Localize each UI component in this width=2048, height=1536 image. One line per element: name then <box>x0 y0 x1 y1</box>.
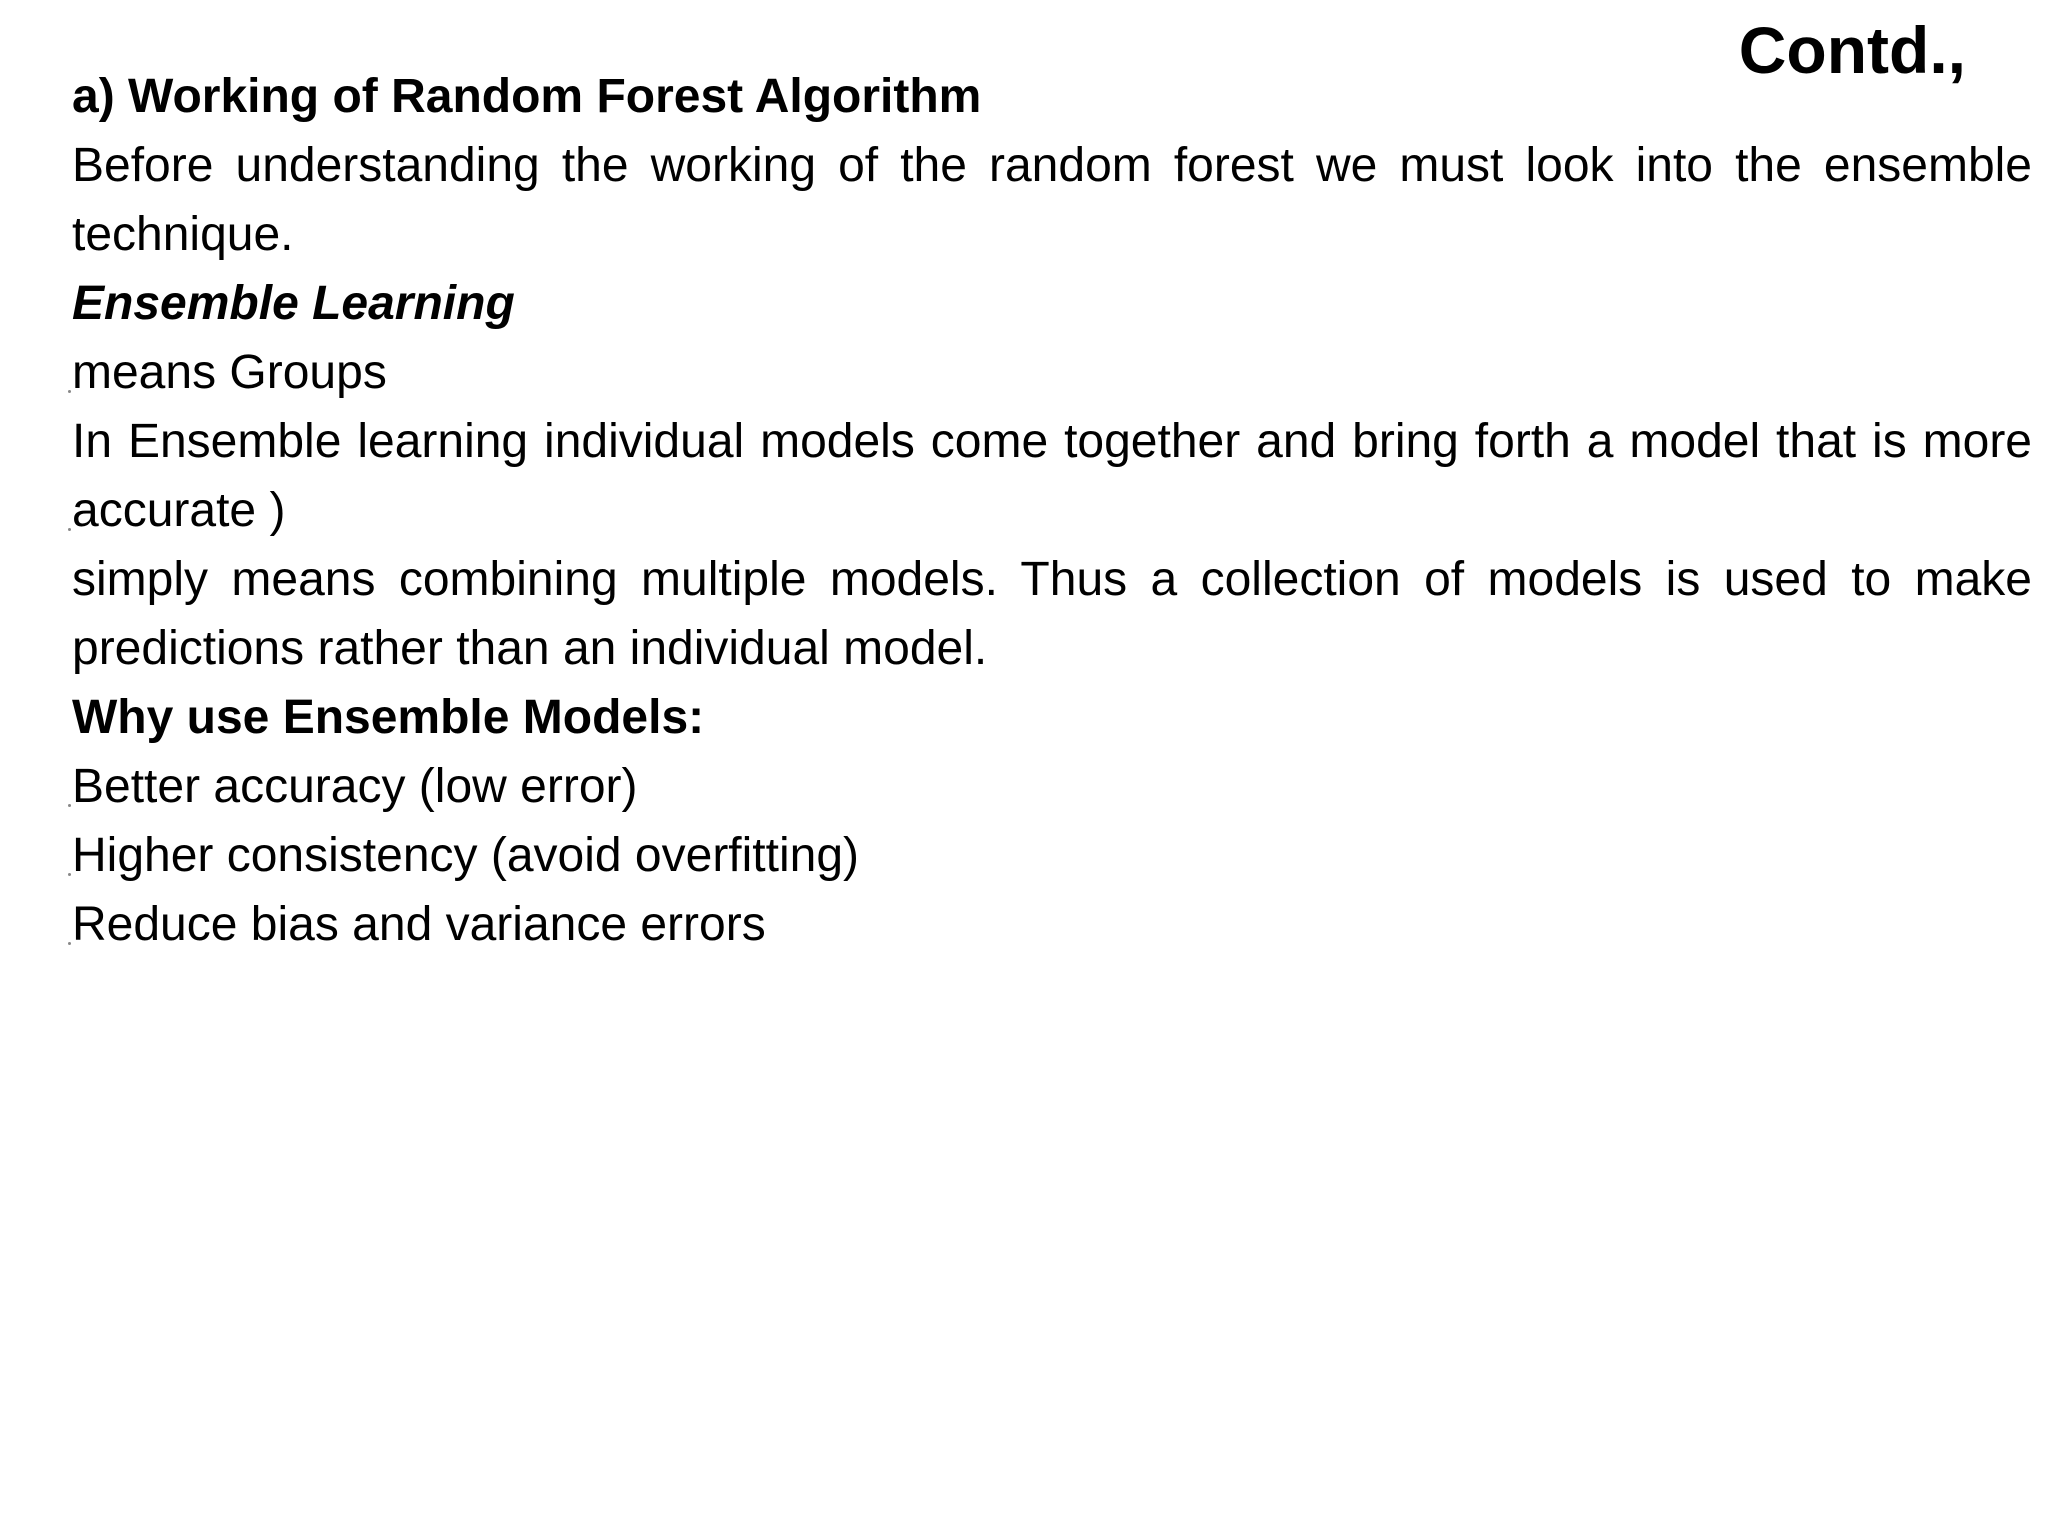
reason-text: Higher consistency (avoid overfitting) <box>72 829 860 882</box>
point-text: In Ensemble learning individual models come together and bring forth a model that is more accurate ) <box>72 415 2032 537</box>
bullet-dot-icon <box>68 804 71 807</box>
point-item <box>72 338 2032 407</box>
point-item <box>72 407 2032 545</box>
reason-item <box>72 752 2032 821</box>
reason-text: Reduce bias and variance errors <box>72 898 766 951</box>
bullet-dot-icon <box>68 528 71 531</box>
reason-text: Better accuracy (low error) <box>72 760 638 813</box>
bullet-dot-icon <box>68 942 71 945</box>
bullet-dot-icon <box>68 390 71 393</box>
bullet-dot-icon <box>68 873 71 876</box>
point-text: means Groups <box>72 346 387 399</box>
slide-title: Contd., <box>1738 13 1966 87</box>
slide-body <box>72 62 2032 959</box>
ensemble-learning-subheading: Ensemble Learning <box>72 277 515 330</box>
section-heading: a) Working of Random Forest Algorithm <box>72 70 982 123</box>
reason-item <box>72 821 2032 890</box>
description-paragraph: simply means combining multiple models. Thus a collection of models is used to make predictions rather than an individual model. <box>72 553 2032 675</box>
why-heading: Why use Ensemble Models: <box>72 691 705 744</box>
intro-paragraph: Before understanding the working of the random forest we must look into the ensemble technique. <box>72 139 2032 261</box>
reason-item <box>72 890 2032 959</box>
